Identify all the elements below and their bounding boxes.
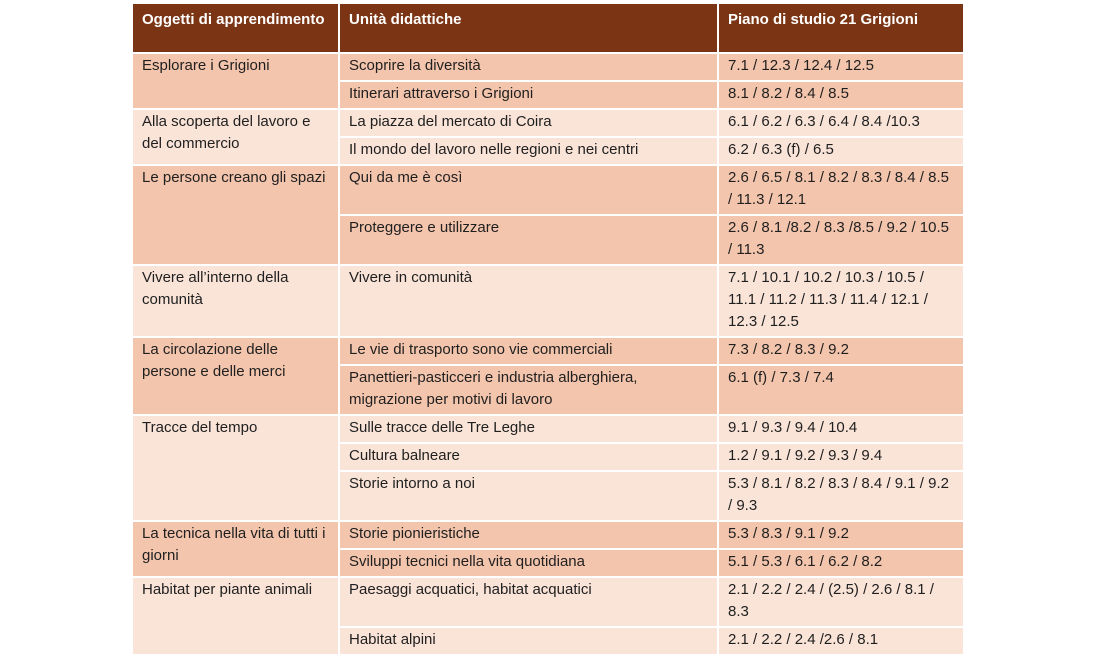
teaching-unit-cell: Paesaggi acquatici, habitat acquatici [339,577,718,627]
table-row [132,109,964,137]
table-body [132,53,964,655]
study-plan-cell: 2.6 / 6.5 / 8.1 / 8.2 / 8.3 / 8.4 / 8.5 / 11.3 / 12.1 [718,165,964,215]
header-row [132,3,964,53]
header-study-plan: Piano di studio 21 Grigioni [718,3,964,53]
study-plan-cell: 6.1 / 6.2 / 6.3 / 6.4 / 8.4 /10.3 [718,109,964,137]
teaching-unit-cell: Itinerari attraverso i Grigioni [339,81,718,109]
teaching-unit-cell: Scoprire la diversità [339,53,718,81]
header-teaching-units: Unità didattiche [339,3,718,53]
teaching-unit-cell: Sulle tracce delle Tre Leghe [339,415,718,443]
table-row [132,165,964,215]
study-plan-cell: 2.6 / 8.1 /8.2 / 8.3 /8.5 / 9.2 / 10.5 / 11.3 [718,215,964,265]
table-row [132,415,964,443]
teaching-unit-cell: Proteggere e utilizzare [339,215,718,265]
learning-object-cell: Esplorare i Grigioni [132,53,339,109]
learning-object-cell: Alla scoperta del lavoro e del commercio [132,109,339,165]
study-plan-cell: 7.3 / 8.2 / 8.3 / 9.2 [718,337,964,365]
study-plan-cell: 6.2 / 6.3 (f) / 6.5 [718,137,964,165]
table-row [132,337,964,365]
learning-object-cell: La circolazione delle persone e delle merci [132,337,339,415]
study-plan-cell: 7.1 / 12.3 / 12.4 / 12.5 [718,53,964,81]
teaching-unit-cell: Habitat alpini [339,627,718,655]
study-plan-cell: 6.1 (f) / 7.3 / 7.4 [718,365,964,415]
learning-object-cell: Vivere all’interno della comunità [132,265,339,337]
learning-object-cell: Tracce del tempo [132,415,339,521]
study-plan-cell: 8.1 / 8.2 / 8.4 / 8.5 [718,81,964,109]
study-plan-cell: 1.2 / 9.1 / 9.2 / 9.3 / 9.4 [718,443,964,471]
header-learning-objects: Oggetti di apprendimento [132,3,339,53]
study-plan-cell: 5.3 / 8.1 / 8.2 / 8.3 / 8.4 / 9.1 / 9.2 / 9.3 [718,471,964,521]
teaching-unit-cell: Sviluppi tecnici nella vita quotidiana [339,549,718,577]
curriculum-table [131,2,965,656]
learning-object-cell: La tecnica nella vita di tutti i giorni [132,521,339,577]
table-row [132,577,964,627]
study-plan-cell: 2.1 / 2.2 / 2.4 /2.6 / 8.1 [718,627,964,655]
teaching-unit-cell: Le vie di trasporto sono vie commerciali [339,337,718,365]
teaching-unit-cell: Qui da me è così [339,165,718,215]
learning-object-cell: Habitat per piante animali [132,577,339,655]
study-plan-cell: 9.1 / 9.3 / 9.4 / 10.4 [718,415,964,443]
teaching-unit-cell: Vivere in comunità [339,265,718,337]
study-plan-cell: 5.3 / 8.3 / 9.1 / 9.2 [718,521,964,549]
teaching-unit-cell: Storie intorno a noi [339,471,718,521]
teaching-unit-cell: Storie pionieristiche [339,521,718,549]
table-row [132,53,964,81]
table-row [132,521,964,549]
study-plan-cell: 7.1 / 10.1 / 10.2 / 10.3 / 10.5 / 11.1 / 11.2 / 11.3 / 11.4 / 12.1 / 12.3 / 12.5 [718,265,964,337]
table-row [132,265,964,337]
study-plan-cell: 5.1 / 5.3 / 6.1 / 6.2 / 8.2 [718,549,964,577]
study-plan-cell: 2.1 / 2.2 / 2.4 / (2.5) / 2.6 / 8.1 / 8.3 [718,577,964,627]
teaching-unit-cell: Cultura balneare [339,443,718,471]
teaching-unit-cell: Il mondo del lavoro nelle regioni e nei centri [339,137,718,165]
teaching-unit-cell: La piazza del mercato di Coira [339,109,718,137]
learning-object-cell: Le persone creano gli spazi [132,165,339,265]
teaching-unit-cell: Panettieri-pasticceri e industria alberghiera, migrazione per motivi di lavoro [339,365,718,415]
